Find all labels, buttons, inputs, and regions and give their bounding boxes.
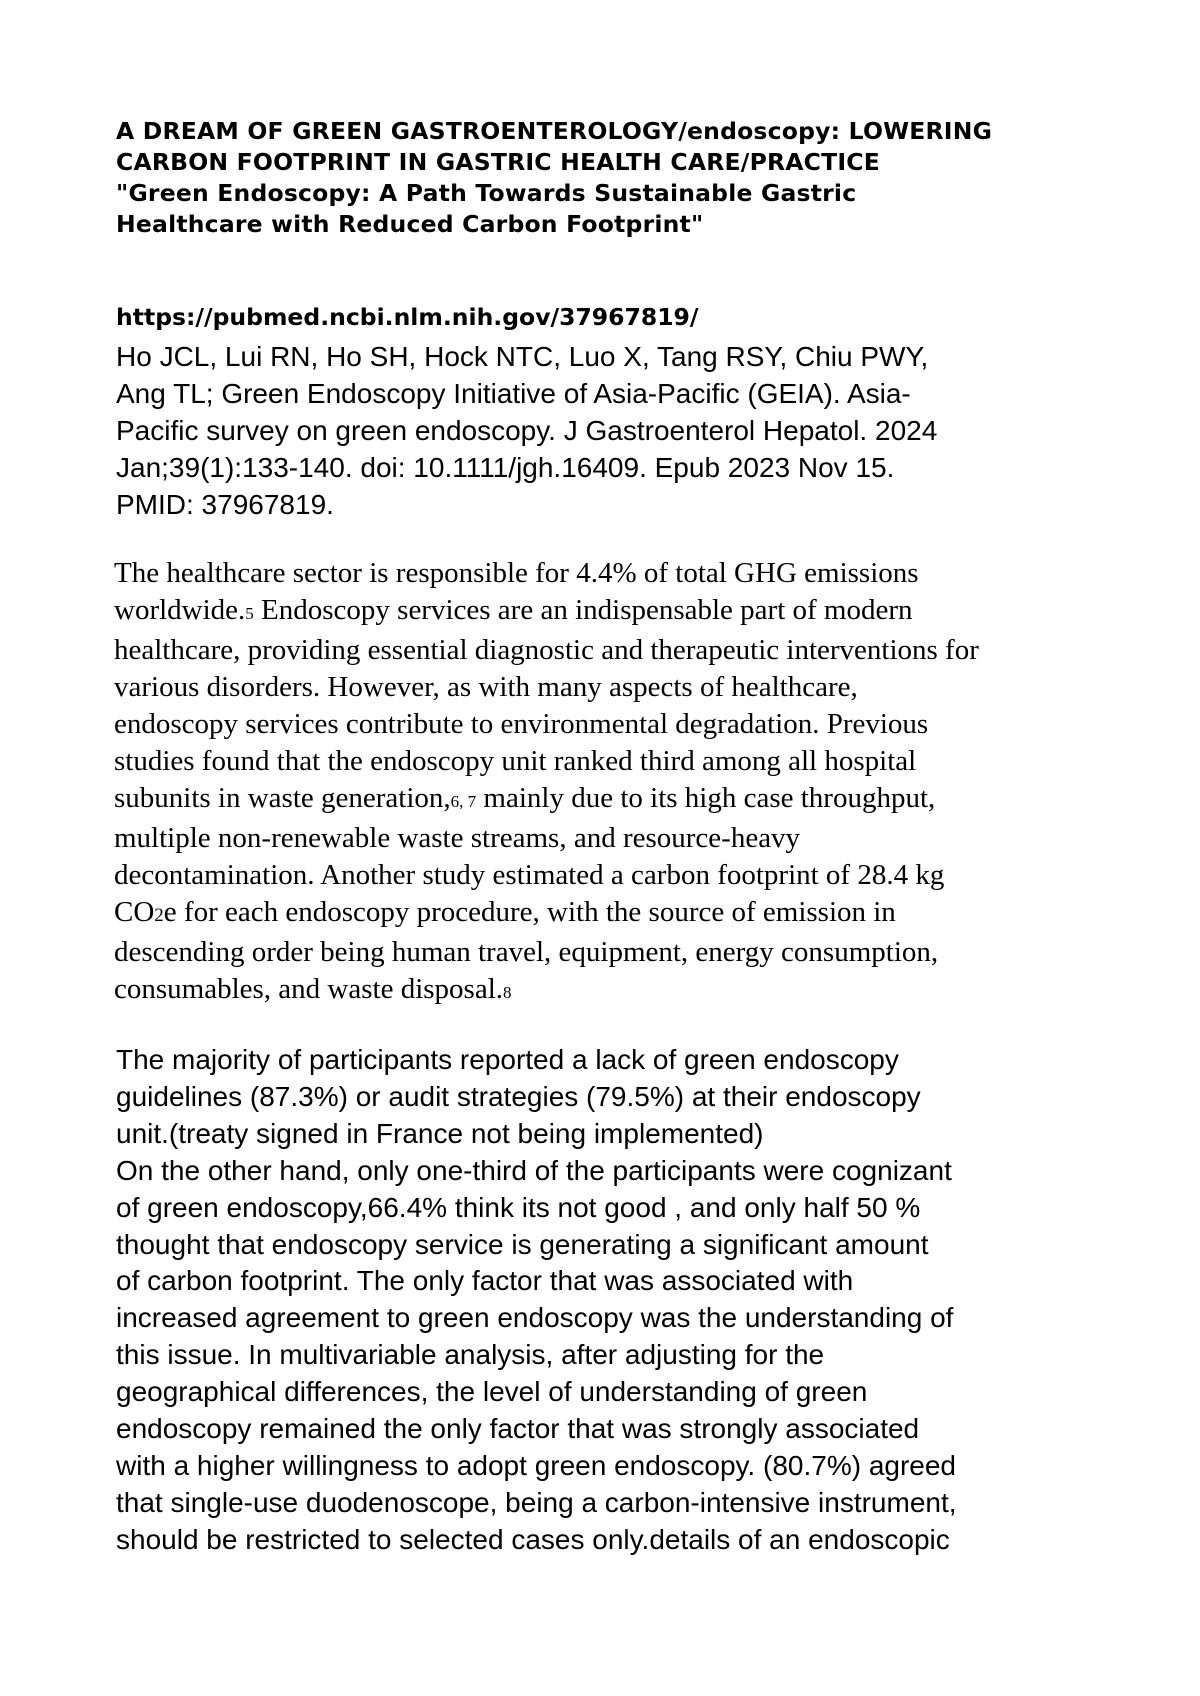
subscript: 2 bbox=[154, 905, 164, 926]
document-title bbox=[116, 116, 1116, 240]
text-line: this issue. In multivariable analysis, after adjusting for the bbox=[116, 1339, 825, 1371]
text-line: studies found that the endoscopy unit ranked third among all hospital bbox=[114, 745, 917, 777]
citation-line: Jan;39(1):133-140. doi: 10.1111/jgh.16409. Epub 2023 Nov 15. bbox=[116, 452, 895, 483]
title-line: Healthcare with Reduced Carbon Footprint" bbox=[116, 210, 704, 238]
text-span: worldwide. bbox=[114, 594, 246, 626]
pubmed-url: https://pubmed.ncbi.nlm.nih.gov/37967819/ bbox=[116, 303, 699, 331]
paragraph-survey-findings bbox=[116, 1042, 1136, 1559]
text-line: The healthcare sector is responsible for 4.4% of total GHG emissions bbox=[114, 557, 919, 589]
citation-line: PMID: 37967819. bbox=[116, 489, 334, 520]
text-line: that single-use duodenoscope, being a carbon-intensive instrument, bbox=[116, 1486, 957, 1518]
citation-line: Ho JCL, Lui RN, Ho SH, Hock NTC, Luo X, Tang RSY, Chiu PWY, bbox=[116, 341, 929, 372]
text-span: Endoscopy services are an indispensable part of modern bbox=[253, 594, 913, 626]
text-line bbox=[114, 894, 1134, 934]
text-line bbox=[114, 780, 1134, 820]
citation bbox=[116, 338, 1116, 523]
text-line: various disorders. However, as with many aspects of healthcare, bbox=[114, 671, 858, 703]
text-line: healthcare, providing essential diagnostic and therapeutic interventions for bbox=[114, 634, 979, 666]
citation-line: Ang TL; Green Endoscopy Initiative of Asia-Pacific (GEIA). Asia- bbox=[116, 378, 911, 409]
text-line: guidelines (87.3%) or audit strategies (79.5%) at their endoscopy bbox=[116, 1080, 921, 1112]
text-line: with a higher willingness to adopt green endoscopy. (80.7%) agreed bbox=[116, 1449, 956, 1481]
text-line: should be restricted to selected cases only.details of an endoscopic bbox=[116, 1523, 950, 1555]
text-span: mainly due to its high case throughput, bbox=[476, 782, 936, 814]
text-span: CO bbox=[114, 896, 155, 928]
text-line: of carbon footprint. The only factor that was associated with bbox=[116, 1265, 854, 1297]
text-line: On the other hand, only one-third of the participants were cognizant bbox=[116, 1154, 952, 1186]
title-line: A DREAM OF GREEN GASTROENTEROLOGY/endoscopy: LOWERING bbox=[116, 117, 993, 145]
text-line: multiple non-renewable waste streams, and resource-heavy bbox=[114, 822, 801, 854]
text-line: of green endoscopy,66.4% think its not good , and only half 50 % bbox=[116, 1191, 921, 1223]
title-line: "Green Endoscopy: A Path Towards Sustainable Gastric bbox=[116, 179, 857, 207]
text-line: decontamination. Another study estimated a carbon footprint of 28.4 kg bbox=[114, 859, 945, 891]
text-line: unit.(treaty signed in France not being implemented) bbox=[116, 1117, 764, 1149]
text-line: endoscopy services contribute to environmental degradation. Previous bbox=[114, 708, 929, 740]
text-line: endoscopy remained the only factor that was strongly associated bbox=[116, 1413, 920, 1445]
reference-marker: 5 bbox=[245, 604, 254, 623]
reference-marker: 6, 7 bbox=[450, 792, 477, 811]
paragraph-healthcare-emissions bbox=[114, 555, 1134, 1011]
text-line: The majority of participants reported a lack of green endoscopy bbox=[116, 1044, 899, 1075]
text-line: thought that endoscopy service is generating a significant amount bbox=[116, 1228, 929, 1260]
title-line: CARBON FOOTPRINT IN GASTRIC HEALTH CARE/PRACTICE bbox=[116, 148, 880, 176]
citation-line: Pacific survey on green endoscopy. J Gastroenterol Hepatol. 2024 bbox=[116, 415, 938, 446]
text-span: consumables, and waste disposal. bbox=[114, 973, 504, 1005]
text-line: descending order being human travel, equipment, energy consumption, bbox=[114, 936, 939, 968]
reference-marker: 8 bbox=[503, 983, 512, 1002]
text-span: subunits in waste generation, bbox=[114, 782, 451, 814]
text-line bbox=[114, 971, 1134, 1011]
text-line: increased agreement to green endoscopy was the understanding of bbox=[116, 1302, 954, 1334]
text-span: e for each endoscopy procedure, with the source of emission in bbox=[163, 896, 896, 928]
text-line bbox=[114, 592, 1134, 632]
text-line: geographical differences, the level of understanding of green bbox=[116, 1376, 868, 1408]
